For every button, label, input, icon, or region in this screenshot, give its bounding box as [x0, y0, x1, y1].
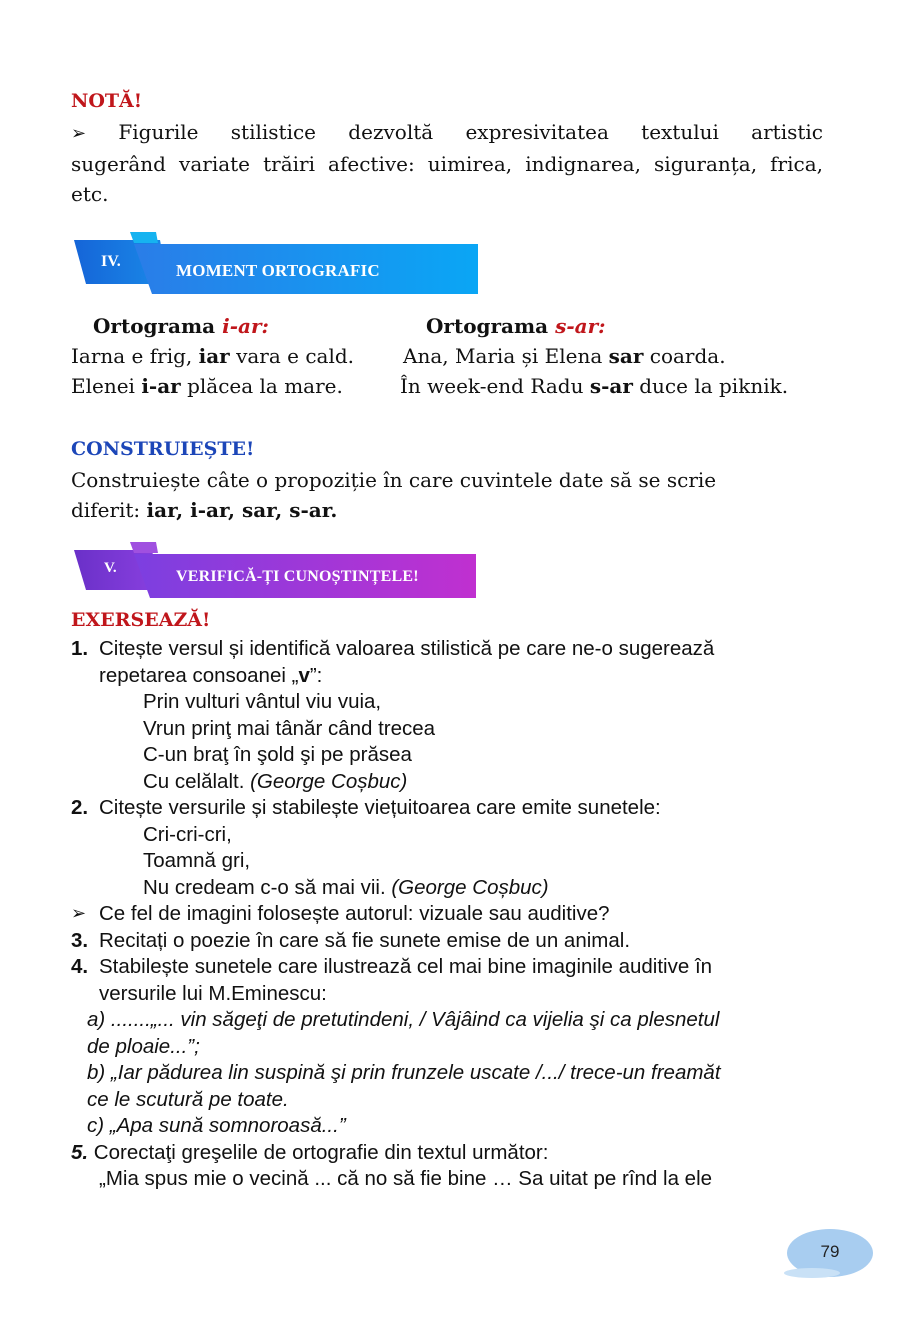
nota-line-1: ➢ Figurile stilistice dezvoltă expresivitatea textului artistic	[71, 120, 823, 144]
exercise-1-line-2: repetarea consoanei „v”:	[99, 663, 323, 687]
construieste-title: CONSTRUIEȘTE!	[71, 438, 255, 460]
exercise-4-line-1: Stabilește sunetele care ilustrează cel mai bine imaginile auditive în	[99, 955, 713, 978]
ortograma-right-example-1: Ana, Maria și Elena sar coarda.	[403, 344, 726, 368]
exercise-number: 5.	[71, 1140, 89, 1164]
verse-line: Toamnă gri,	[143, 849, 251, 872]
section-title: MOMENT ORTOGRAFIC	[176, 261, 380, 280]
nota-line-3: etc.	[71, 182, 109, 206]
verse-line: Nu credeam c-o să mai vii. (George Coșbuc)	[143, 875, 549, 899]
arrow-bullet-icon: ➢	[71, 903, 87, 924]
ortograma-sar-heading: Ortograma s-ar:	[426, 314, 606, 338]
section-number: IV.	[101, 253, 121, 270]
exercise-4-item-a-cont: de ploaie...”;	[87, 1034, 200, 1058]
construieste-line-2: diferit: iar, i-ar, sar, s-ar.	[71, 498, 338, 522]
exerseaza-title: EXERSEAZĂ!	[71, 609, 211, 631]
ortograma-iar-heading: Ortograma i-ar:	[93, 314, 269, 338]
verse-line: Vrun prinţ mai tânăr când trecea	[143, 716, 436, 740]
verse-line: C-un braţ în şold şi pe prăsea	[143, 743, 412, 766]
ortograma-left-example-2: Elenei i-ar plăcea la mare.	[71, 374, 343, 398]
ortograma-left-example-1: Iarna e frig, iar vara e cald.	[71, 344, 355, 368]
arrow-bullet-icon: ➢	[71, 123, 87, 144]
question-bullet-text: Ce fel de imagini folosește autorul: vizuale sau auditive?	[99, 902, 610, 925]
exercise-3-text: Recitați o poezie în care să fie sunete emise de un animal.	[99, 928, 631, 952]
construieste-line-1: Construiește câte o propoziție în care cuvintele date să se scrie	[71, 468, 717, 492]
section-banner-verifica	[72, 540, 482, 602]
exercise-4-line-2: versurile lui M.Eminescu:	[99, 981, 327, 1005]
verse-line: Prin vulturi vântul viu vuia,	[143, 690, 382, 713]
page-number: 79	[820, 1242, 840, 1261]
exercise-2	[71, 795, 831, 901]
exercise-number: 3.	[71, 928, 89, 952]
section-title: VERIFICĂ-ȚI CUNOȘTINȚELE!	[176, 568, 419, 585]
exercise-2-line: Citește versurile și stabilește viețuitoarea care emite sunetele:	[99, 796, 661, 819]
page-number-badge	[778, 1225, 876, 1283]
exercise-4-item-b: b) „Iar pădurea lin suspină şi prin frunzele uscate /.../ trece-un freamăt	[87, 1061, 721, 1084]
nota-title: NOTĂ!	[71, 90, 143, 112]
question-bullet	[71, 901, 831, 928]
section-number: V.	[104, 560, 117, 576]
exercise-1-line-1: Citește versul și identifică valoarea stilistică pe care ne-o sugerează	[99, 637, 715, 660]
exercise-4-item-b-cont: ce le scutură pe toate.	[87, 1087, 289, 1111]
exercise-4-item-c: c) „Apa sună somnoroasă...”	[87, 1114, 346, 1137]
exercise-5-line: 5. Corectaţi greşelile de ortografie din textul următor:	[71, 1140, 549, 1164]
exercise-number: 1.	[71, 637, 89, 660]
exercise-4-item-a: a) .......„... vin săgeţi de pretutindeni, / Vâjâind ca vijelia şi ca plesnetul	[87, 1008, 720, 1031]
exercise-number: 2.	[71, 796, 89, 819]
verse-line: Cri-cri-cri,	[143, 822, 232, 846]
nota-line-2: sugerând variate trăiri afective: uimirea, indignarea, siguranța, frica,	[71, 152, 823, 176]
exercise-4	[71, 954, 831, 1140]
nota-paragraph	[71, 117, 823, 209]
section-banner-moment-ortografic	[72, 230, 482, 296]
exercise-number: 4.	[71, 955, 89, 978]
exercise-1	[71, 636, 831, 795]
verse-line: Cu celălalt. (George Coșbuc)	[143, 769, 408, 793]
exercises-list	[71, 636, 831, 1193]
exercise-5	[71, 1140, 831, 1193]
exercise-5-quote: „Mia spus mie o vecină ... că no să fie bine … Sa uitat pe rînd la ele	[99, 1167, 713, 1190]
exercise-3	[71, 928, 831, 955]
ortograma-right-example-2: În week-end Radu s-ar duce la piknik.	[400, 374, 789, 398]
